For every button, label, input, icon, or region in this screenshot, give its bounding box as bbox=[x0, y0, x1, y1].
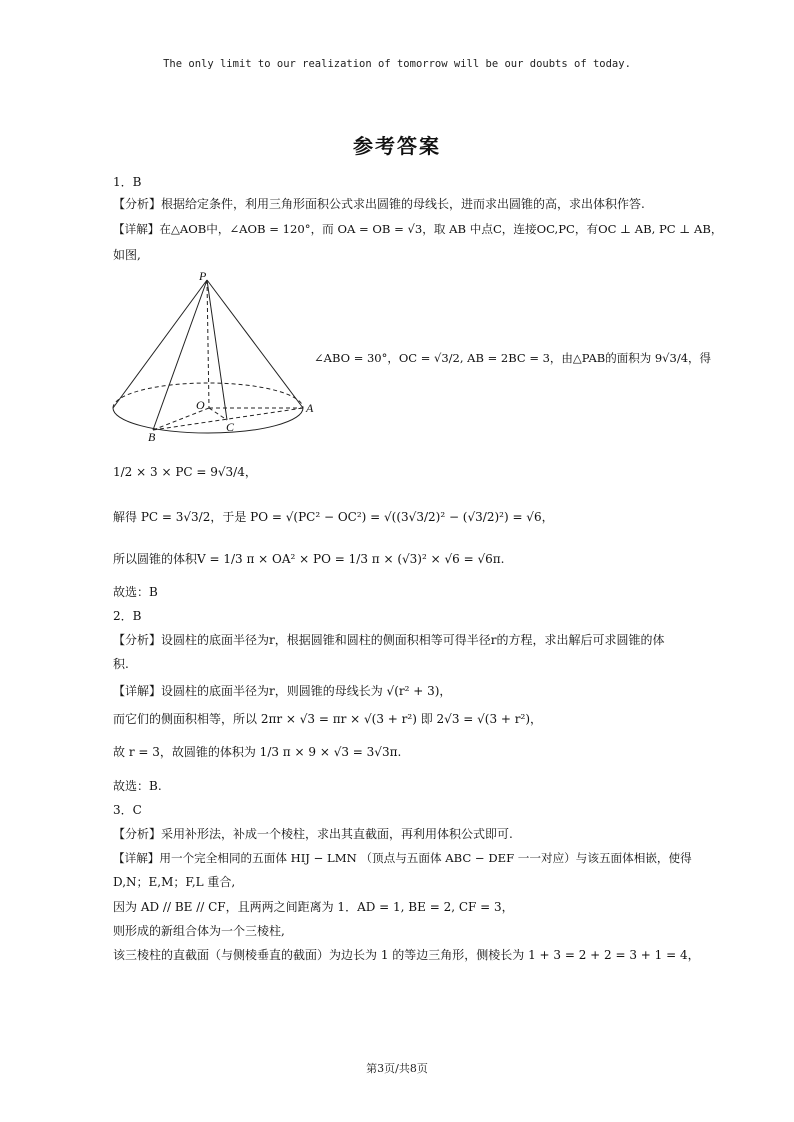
q3-number: 3．C bbox=[113, 803, 142, 817]
q1-eq3: 所以圆锥的体积V = 1/3 π × OA² × PO = 1/3 π × (√3)² × √6 = √6π. bbox=[113, 552, 505, 566]
q3-analysis: 【分析】采用补形法，补成一个棱柱，求出其直截面，再利用体积公式即可. bbox=[113, 827, 513, 841]
label-O: O bbox=[196, 398, 205, 412]
q2-analysis-1: 【分析】设圆柱的底面半径为r，根据圆锥和圆柱的侧面积相等可得半径r的方程，求出解后可求圆锥的体 bbox=[113, 633, 665, 647]
q1-eq2: 解得 PC = 3√3/2，于是 PO = √(PC² − OC²) = √((3√3/2)² − (√3/2)²) = √6， bbox=[113, 510, 554, 524]
q2-detail: 【详解】设圆柱的底面半径为r，则圆锥的母线长为 √(r² + 3)， bbox=[113, 684, 452, 698]
q3-line-5: 该三棱柱的直截面（与侧棱垂直的截面）为边长为 1 的等边三角形，侧棱长为 1 + 3 = 2 + 2 = 3 + 1 = 4， bbox=[113, 948, 700, 962]
label-A: A bbox=[306, 401, 314, 415]
page-footer: 第3页/共8页 bbox=[366, 1062, 428, 1075]
q2-answer: 故选：B. bbox=[113, 779, 162, 793]
generatrix-PA bbox=[207, 280, 303, 408]
q1-answer: 故选：B bbox=[113, 585, 158, 599]
height-PO bbox=[207, 280, 209, 408]
q2-eq2: 故 r = 3，故圆锥的体积为 1/3 π × 9 × √3 = 3√3π. bbox=[113, 745, 402, 759]
q3-detail-1: 【详解】用一个完全相同的五面体 HIJ − LMN （顶点与五面体 ABC − DEF 一一对应）与该五面体相嵌，使得 bbox=[113, 851, 692, 865]
q3-detail-2: D,N；E,M；F,L 重合, bbox=[113, 875, 236, 889]
q1-as-figure: 如图, bbox=[113, 248, 141, 262]
generatrix-left bbox=[113, 280, 207, 408]
label-B: B bbox=[148, 430, 156, 444]
q2-number: 2．B bbox=[113, 609, 142, 623]
page-title: 参考答案 bbox=[353, 134, 441, 158]
q3-line-4: 则形成的新组合体为一个三棱柱, bbox=[113, 924, 285, 938]
segment-PC bbox=[207, 280, 227, 420]
header-motto: The only limit to our realization of tomorrow will be our doubts of today. bbox=[163, 58, 631, 70]
q1-detail: 【详解】在△AOB中，∠AOB = 120°，而 OA = OB = √3，取 AB 中点C，连接OC,PC，有OC ⊥ AB, PC ⊥ AB， bbox=[113, 222, 723, 236]
q1-analysis: 【分析】根据给定条件，利用三角形面积公式求出圆锥的母线长，进而求出圆锥的高，求出体积作答. bbox=[113, 197, 645, 211]
q1-eq1: 1/2 × 3 × PC = 9√3/4， bbox=[113, 465, 257, 479]
q1-number: 1．B bbox=[113, 175, 142, 189]
q3-line-3: 因为 AD // BE // CF，且两两之间距离为 1．AD = 1, BE = 2, CF = 3， bbox=[113, 900, 514, 914]
q2-analysis-2: 积. bbox=[113, 657, 129, 671]
q1-beside-figure: ∠ABO = 30°，OC = √3/2, AB = 2BC = 3，由△PAB的面积为 9√3/4，得 bbox=[314, 351, 712, 365]
cone-base-back bbox=[113, 383, 303, 408]
segment-OC bbox=[209, 408, 227, 420]
q2-eq1: 而它们的侧面积相等，所以 2πr × √3 = πr × √(3 + r²) 即 2√3 = √(3 + r²)， bbox=[113, 712, 543, 726]
label-P: P bbox=[199, 269, 207, 283]
label-C: C bbox=[226, 420, 235, 434]
